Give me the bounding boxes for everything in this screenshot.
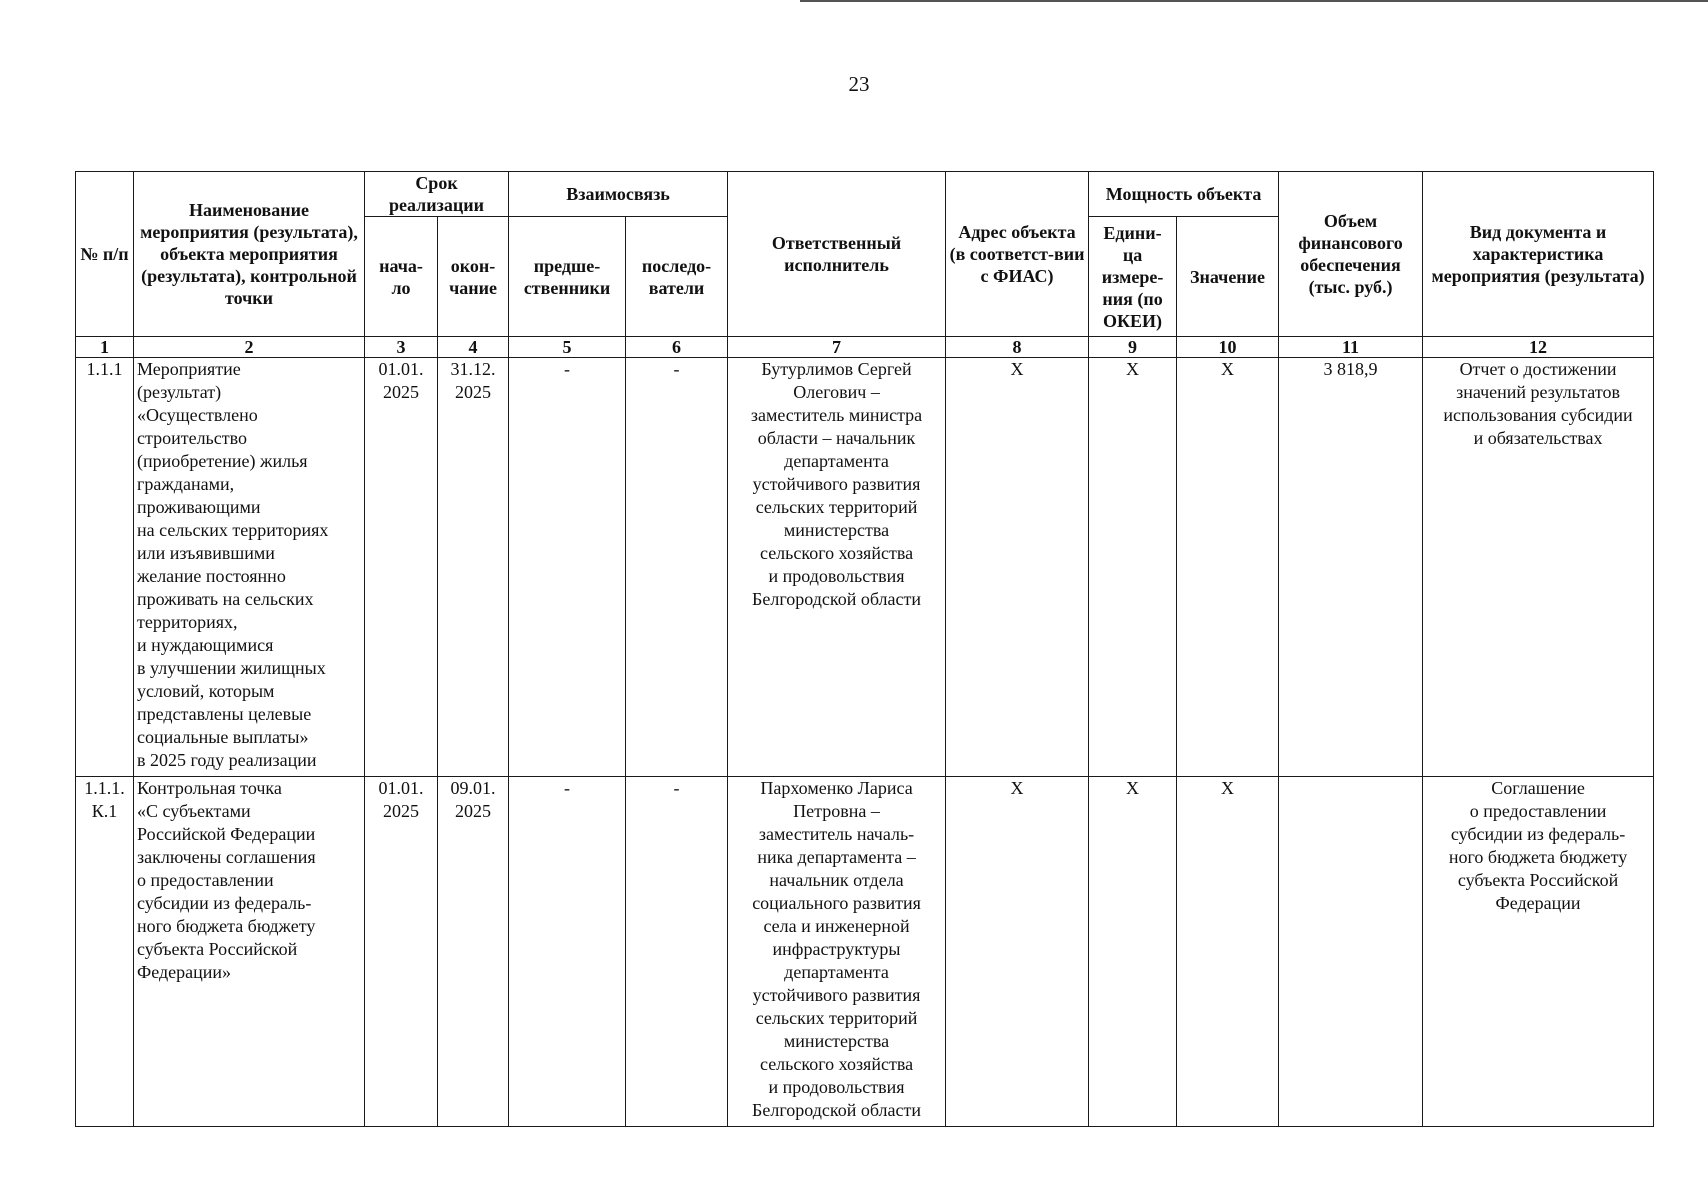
column-number: 4 [438,337,509,358]
header-no: № п/п [76,172,134,337]
header-row-1 [76,172,1654,217]
header-power: Мощность объекта [1089,172,1279,217]
top-rule [800,0,1708,2]
header-executor: Ответственный исполнитель [728,172,946,337]
row-executor: Бутурлимов Сергей Олегович – заместитель министра области – начальник департамента устойчивого развития сельских территорий министерства сельского хозяйства и продовольствия Белгородской области [728,358,946,777]
column-number: 6 [626,337,728,358]
header-end: окон- чание [438,217,509,337]
column-number: 7 [728,337,946,358]
column-number: 1 [76,337,134,358]
row-executor: Пархоменко Лариса Петровна – заместитель началь- ника департамента – начальник отдела социального развития села и инженерной инфраструктуры департамента устойчивого развития сельских территорий министерства сельского хозяйства и продовольствия Белгородской области [728,777,946,1127]
header-address: Адрес объекта (в соответст-вии с ФИАС) [946,172,1089,337]
header-link: Взаимосвязь [509,172,728,217]
row-end: 31.12. 2025 [438,358,509,777]
row-value: X [1177,777,1279,1127]
column-number: 8 [946,337,1089,358]
header-successors: последо- ватели [626,217,728,337]
row-end: 09.01. 2025 [438,777,509,1127]
column-number: 10 [1177,337,1279,358]
row-finance [1279,777,1423,1127]
column-number: 12 [1423,337,1654,358]
plan-table [75,171,1654,1127]
column-number: 3 [365,337,438,358]
row-predecessors: - [509,358,626,777]
row-successors: - [626,777,728,1127]
row-value: X [1177,358,1279,777]
header-finance: Объем финансового обеспечения (тыс. руб.) [1279,172,1423,337]
column-number: 9 [1089,337,1177,358]
row-unit: X [1089,358,1177,777]
column-number-row [76,337,1654,358]
row-start: 01.01. 2025 [365,358,438,777]
header-document: Вид документа и характеристика мероприятия (результата) [1423,172,1654,337]
row-address: X [946,358,1089,777]
row-document: Соглашение о предоставлении субсидии из федераль- ного бюджета бюджету субъекта Российской Федерации [1423,777,1654,1127]
row-predecessors: - [509,777,626,1127]
row-unit: X [1089,777,1177,1127]
row-successors: - [626,358,728,777]
header-predecessors: предше- ственники [509,217,626,337]
header-period: Срок реализации [365,172,509,217]
row-document: Отчет о достижении значений результатов использования субсидии и обязательствах [1423,358,1654,777]
header-value: Значение [1177,217,1279,337]
row-id: 1.1.1 [76,358,134,777]
row-id: 1.1.1. К.1 [76,777,134,1127]
column-number: 2 [134,337,365,358]
row-name: Мероприятие (результат) «Осуществлено строительство (приобретение) жилья гражданами, проживающими на сельских территориях или изъявившими желание постоянно проживать на сельских территориях, и нуждающимися в улучшении жилищных условий, которым представлены целевые социальные выплаты» в 2025 году реализации [134,358,365,777]
header-start: нача- ло [365,217,438,337]
column-number: 5 [509,337,626,358]
table-row [76,777,1654,1127]
page-number: 23 [848,72,870,96]
column-number: 11 [1279,337,1423,358]
row-address: X [946,777,1089,1127]
row-start: 01.01. 2025 [365,777,438,1127]
header-name: Наименование мероприятия (результата), объекта мероприятия (результата), контрольной точки [134,172,365,337]
header-unit: Едини- ца измере- ния (по ОКЕИ) [1089,217,1177,337]
row-name: Контрольная точка «С субъектами Российской Федерации заключены соглашения о предоставлении субсидии из федераль- ного бюджета бюджету субъекта Российской Федерации» [134,777,365,1127]
row-finance: 3 818,9 [1279,358,1423,777]
table-row [76,358,1654,777]
